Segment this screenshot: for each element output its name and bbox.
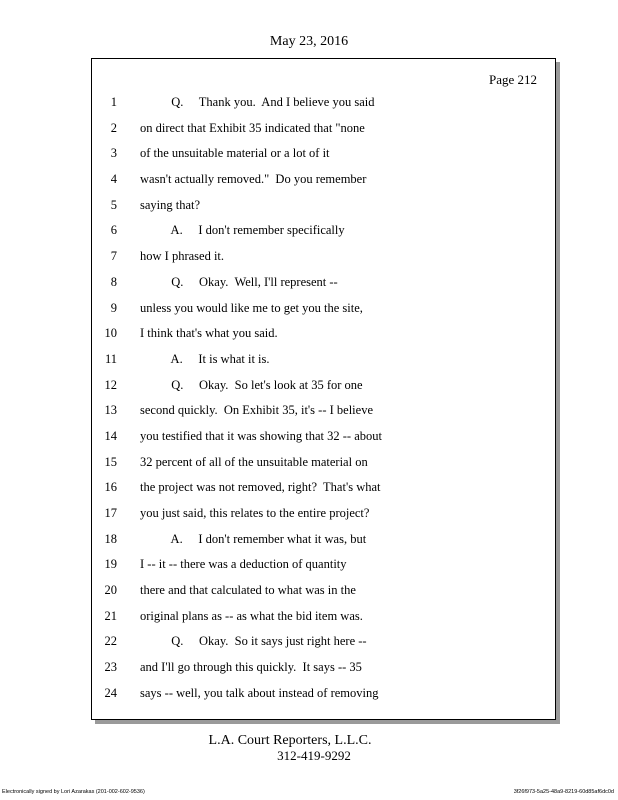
line-number: 13 [104,403,117,418]
line-number: 5 [110,197,117,212]
line-text: how I phrased it. [140,249,225,264]
line-number: 3 [110,146,117,161]
transcript-line [92,503,555,529]
line-text: there and that calculated to what was in the [140,583,356,598]
line-number: 20 [104,583,117,598]
transcript-line [92,220,555,246]
transcript-line [92,452,555,478]
transcript-line [92,426,555,452]
line-number: 12 [104,377,117,392]
page-number: Page 212 [488,72,537,87]
line-number: 4 [110,172,117,187]
line-number: 14 [104,428,117,443]
transcript-line [92,349,555,375]
transcript-line [92,195,555,221]
line-text: you just said, this relates to the entire project? [140,506,370,520]
line-number: 23 [104,660,117,675]
line-text: A. It is what it is. [140,351,270,366]
transcript-line [92,554,555,580]
transcript-line [92,246,555,272]
line-text: Q. Thank you. And I believe you said [140,95,375,109]
transcript-line [92,657,555,683]
line-number: 19 [104,557,117,572]
transcript-line [92,375,555,401]
line-number: 7 [110,249,117,264]
line-text: original plans as -- as what the bid item was. [140,608,363,623]
line-number: 22 [104,634,117,649]
line-text: A. I don't remember specifically [140,223,345,238]
line-number: 8 [110,274,117,289]
line-text: unless you would like me to get you the site, [140,300,363,315]
electronic-signature: Electronically signed by Lori Azarakas (201-002-602-9536) [2,789,145,795]
line-number: 9 [110,300,117,315]
line-text: saying that? [140,197,201,212]
line-text: A. I don't remember what it was, but [140,531,367,546]
transcript-line [92,92,555,118]
transcript-line [92,631,555,657]
line-text: the project was not removed, right? That's what [140,480,381,495]
transcript-line [92,169,555,195]
line-text: on direct that Exhibit 35 indicated that "none [140,120,365,135]
transcript-page [91,58,556,720]
line-number: 11 [104,351,117,366]
line-number: 6 [110,223,117,238]
transcript-line [92,118,555,144]
line-text: and I'll go through this quickly. It says -- 35 [140,660,362,675]
line-text: Q. Okay. So it says just right here -- [140,634,367,649]
line-number: 10 [104,326,117,341]
line-text: Q. Okay. Well, I'll represent -- [140,274,338,289]
line-number: 18 [104,531,117,546]
line-number: 17 [104,506,117,520]
line-number: 21 [104,608,117,623]
line-text: I -- it -- there was a deduction of quantity [140,557,347,572]
line-text: of the unsuitable material or a lot of it [140,146,330,161]
footer-phone: 312-419-9292 [277,748,351,763]
transcript-line [92,298,555,324]
footer-company: L.A. Court Reporters, L.L.C. [208,733,372,748]
transcript-line [92,477,555,503]
transcript-line [92,272,555,298]
line-number: 24 [104,685,117,700]
transcript-line [92,143,555,169]
document-id: 3f26f973-5a25-48a9-8219-60d85af6dc0d [513,789,614,795]
line-number: 16 [104,480,117,495]
line-text: you testified that it was showing that 32 -- about [140,428,382,443]
line-number: 1 [110,95,117,109]
line-text: second quickly. On Exhibit 35, it's -- I believe [140,403,373,418]
line-number: 15 [104,454,117,469]
line-number: 2 [110,120,117,135]
transcript-line [92,580,555,606]
line-text: I think that's what you said. [140,326,278,341]
transcript-lines [92,92,555,709]
header-date: May 23, 2016 [269,34,349,49]
transcript-line [92,529,555,555]
line-text: wasn't actually removed." Do you remember [140,172,367,187]
line-text: 32 percent of all of the unsuitable material on [140,454,368,469]
transcript-line [92,683,555,709]
transcript-line [92,606,555,632]
transcript-line [92,323,555,349]
line-text: Q. Okay. So let's look at 35 for one [140,377,363,392]
transcript-line [92,400,555,426]
line-text: says -- well, you talk about instead of removing [140,685,379,700]
